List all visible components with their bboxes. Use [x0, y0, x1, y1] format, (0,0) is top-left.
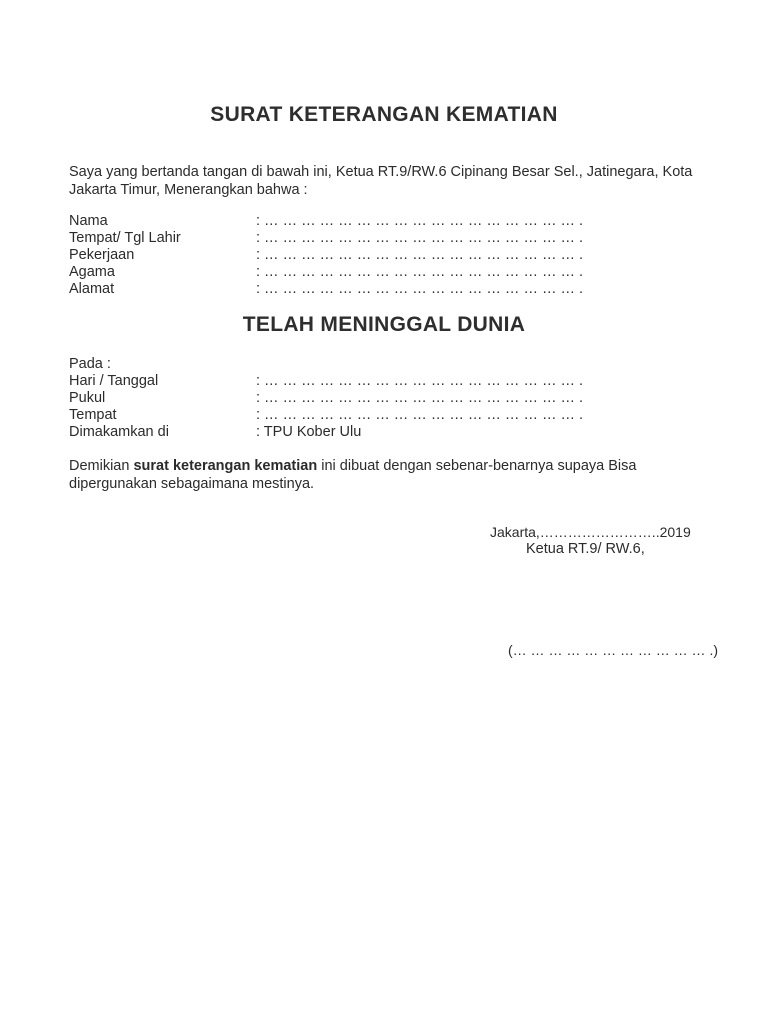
- field-row-tempat-tgl-lahir: [69, 230, 583, 247]
- field-label: Tempat: [69, 407, 117, 423]
- section-heading: TELAH MENINGGAL DUNIA: [242, 313, 526, 336]
- document-title: SURAT KETERANGAN KEMATIAN: [210, 103, 558, 126]
- field-row-nama: [69, 213, 583, 230]
- field-label: Dimakamkan di: [69, 424, 169, 440]
- field-value: : … … … … … … … … … … … … … … … … … .: [256, 213, 584, 229]
- field-value: : … … … … … … … … … … … … … … … … … .: [256, 373, 584, 389]
- field-row-pekerjaan: [69, 247, 583, 264]
- field-value: : … … … … … … … … … … … … … … … … … .: [256, 390, 584, 406]
- field-value: : … … … … … … … … … … … … … … … … … .: [256, 407, 584, 423]
- closing-prefix: Demikian: [69, 458, 134, 474]
- field-label: Pekerjaan: [69, 247, 135, 263]
- intro-paragraph: Saya yang bertanda tangan di bawah ini, Ketua RT.9/RW.6 Cipinang Besar Sel., Jatinegara, Kota Jakarta Timur, Menerangkan bahwa :: [69, 164, 693, 198]
- field-label: Pukul: [69, 390, 106, 406]
- field-label: Alamat: [69, 281, 115, 297]
- field-row-tempat: [69, 407, 583, 424]
- pada-label: [69, 356, 111, 373]
- closing-bold-text: surat keterangan kematian: [133, 458, 318, 474]
- field-value: : TPU Kober Ulu: [256, 424, 362, 440]
- field-label: Tempat/ Tgl Lahir: [69, 230, 181, 246]
- field-value: : … … … … … … … … … … … … … … … … … .: [256, 281, 584, 297]
- field-value: : … … … … … … … … … … … … … … … … … .: [256, 247, 584, 263]
- field-value: : … … … … … … … … … … … … … … … … … .: [256, 230, 584, 246]
- signature-name-placeholder: (… … … … … … … … … … … .): [508, 642, 718, 658]
- field-row-hari-tanggal: [69, 373, 583, 390]
- signature-date: Jakarta,……………………..2019: [490, 524, 691, 540]
- signature-role: Ketua RT.9/ RW.6,: [526, 541, 645, 557]
- closing-suffix: ini dibuat dengan sebenar-benarnya supaya Bisa dipergunakan sebagaimana mestinya.: [69, 458, 637, 492]
- field-row-alamat: [69, 281, 583, 298]
- field-label: Hari / Tanggal: [69, 373, 159, 389]
- field-row-dimakamkan-di: [69, 424, 361, 441]
- field-value: : … … … … … … … … … … … … … … … … … .: [256, 264, 584, 280]
- field-label: Agama: [69, 264, 115, 280]
- field-row-agama: [69, 264, 583, 281]
- closing-paragraph: [69, 457, 709, 493]
- field-row-pukul: [69, 390, 583, 407]
- field-label: Nama: [69, 213, 108, 229]
- pada-text: Pada :: [69, 356, 111, 372]
